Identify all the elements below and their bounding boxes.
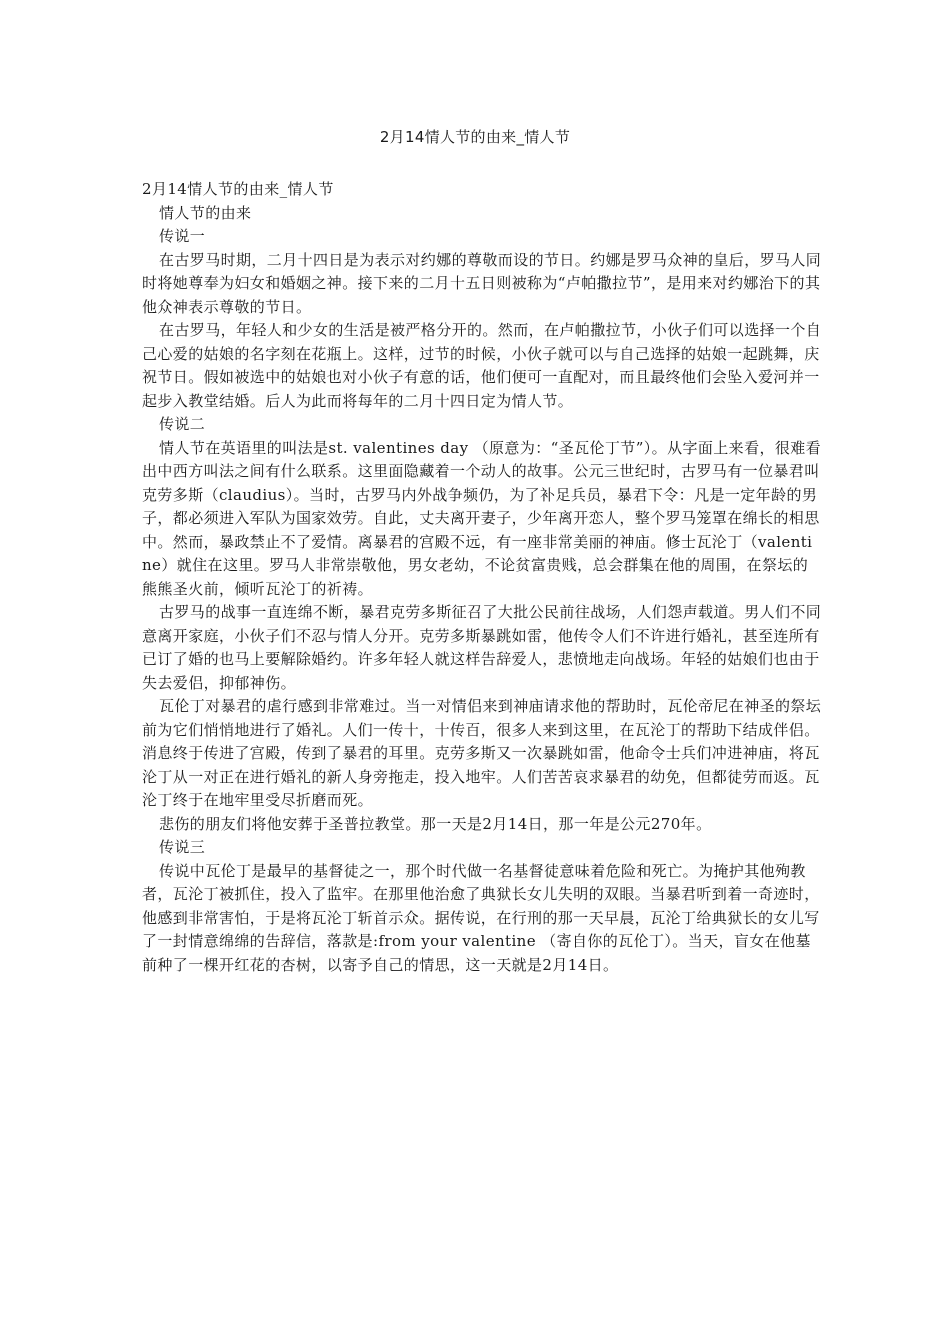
paragraph: 悲伤的朋友们将他安葬于圣普拉教堂。那一天是2月14日，那一年是公元270年。 [159, 814, 712, 833]
paragraph: 传说三 [159, 838, 206, 856]
paragraph: 情人节的由来 [159, 203, 252, 222]
paragraph: 在古罗马，年轻人和少女的生活是被严格分开的。然而，在卢帕撒拉节，小伙子们可以选择一个自己心爱的姑娘的名字刻在花瓶上。这样，过节的时候，小伙子就可以与自己选择的姑娘一起跳舞，庆祝节日。假如被选中的姑娘也对小伙子有意的话，他们便可一直配对，而且最终他们会坠入爱河并一起步入教堂结婚。后人为此而将每年的二月十四日定为情人节。 [142, 321, 822, 410]
document-subtitle: 2月14情人节的由来_情人节 [142, 180, 334, 198]
document-body [142, 178, 822, 977]
paragraph: 传说中瓦伦丁是最早的基督徒之一，那个时代做一名基督徒意味着危险和死亡。为掩护其他殉教者，瓦沦丁被抓住，投入了监牢。在那里他治愈了典狱长女儿失明的双眼。当暴君听到着一奇迹时，他感到非常害怕，于是将瓦沦丁斩首示众。据传说，在行刑的那一天早晨，瓦沦丁给典狱长的女儿写了一封情意绵绵的告辞信，落款是:from your valentine （寄自你的瓦伦丁）。当天，盲女在他墓前种了一棵开红花的杏树，以寄予自己的情思，这一天就是2月14日。 [142, 861, 820, 974]
paragraph: 在古罗马时期，二月十四日是为表示对约娜的尊敬而设的节日。约娜是罗马众神的皇后，罗马人同时将她尊奉为妇女和婚姻之神。接下来的二月十五日则被称为“卢帕撒拉节”，是用来对约娜治下的其他众神表示尊敬的节日。 [142, 250, 822, 316]
document-title: 2月14情人节的由来_情人节 [379, 128, 571, 146]
paragraph: 传说一 [159, 227, 206, 245]
paragraph: 情人节在英语里的叫法是st. valentines day （原意为：“圣瓦伦丁节”）。从字面上来看，很难看出中西方叫法之间有什么联系。这里面隐藏着一个动人的故事。公元三世纪时，古罗马有一位暴君叫克劳多斯（claudius）。当时，古罗马内外战争频仍，为了补足兵员，暴君下令：凡是一定年龄的男子，都必须进入军队为国家效劳。自此，丈夫离开妻子，少年离开恋人，整个罗马笼罩在绵长的相思中。然而，暴政禁止不了爱情。离暴君的宫殿不远，有一座非常美丽的神庙。修士瓦沦丁（valentine）就住在这里。罗马人非常崇敬他，男女老幼，不论贫富贵贱，总会群集在他的周围，在祭坛的熊熊圣火前，倾听瓦沦丁的祈祷。 [142, 438, 822, 598]
paragraph: 古罗马的战事一直连绵不断，暴君克劳多斯征召了大批公民前往战场，人们怨声载道。男人们不同意离开家庭，小伙子们不忍与情人分开。克劳多斯暴跳如雷，他传令人们不许进行婚礼，甚至连所有已订了婚的也马上要解除婚约。许多年轻人就这样告辞爱人，悲愤地走向战场。年轻的姑娘们也由于失去爱侣，抑郁神伤。 [142, 603, 822, 692]
paragraph: 瓦伦丁对暴君的虐行感到非常难过。当一对情侣来到神庙请求他的帮助时，瓦伦帝尼在神圣的祭坛前为它们悄悄地进行了婚礼。人们一传十，十传百，很多人来到这里，在瓦沦丁的帮助下结成伴侣。消息终于传进了宫殿，传到了暴君的耳里。克劳多斯又一次暴跳如雷，他命令士兵们冲进神庙，将瓦沦丁从一对正在进行婚礼的新人身旁拖走，投入地牢。人们苦苦哀求暴君的幼免，但都徒劳而返。瓦沦丁终于在地牢里受尽折磨而死。 [142, 697, 822, 809]
paragraph: 传说二 [159, 415, 206, 433]
